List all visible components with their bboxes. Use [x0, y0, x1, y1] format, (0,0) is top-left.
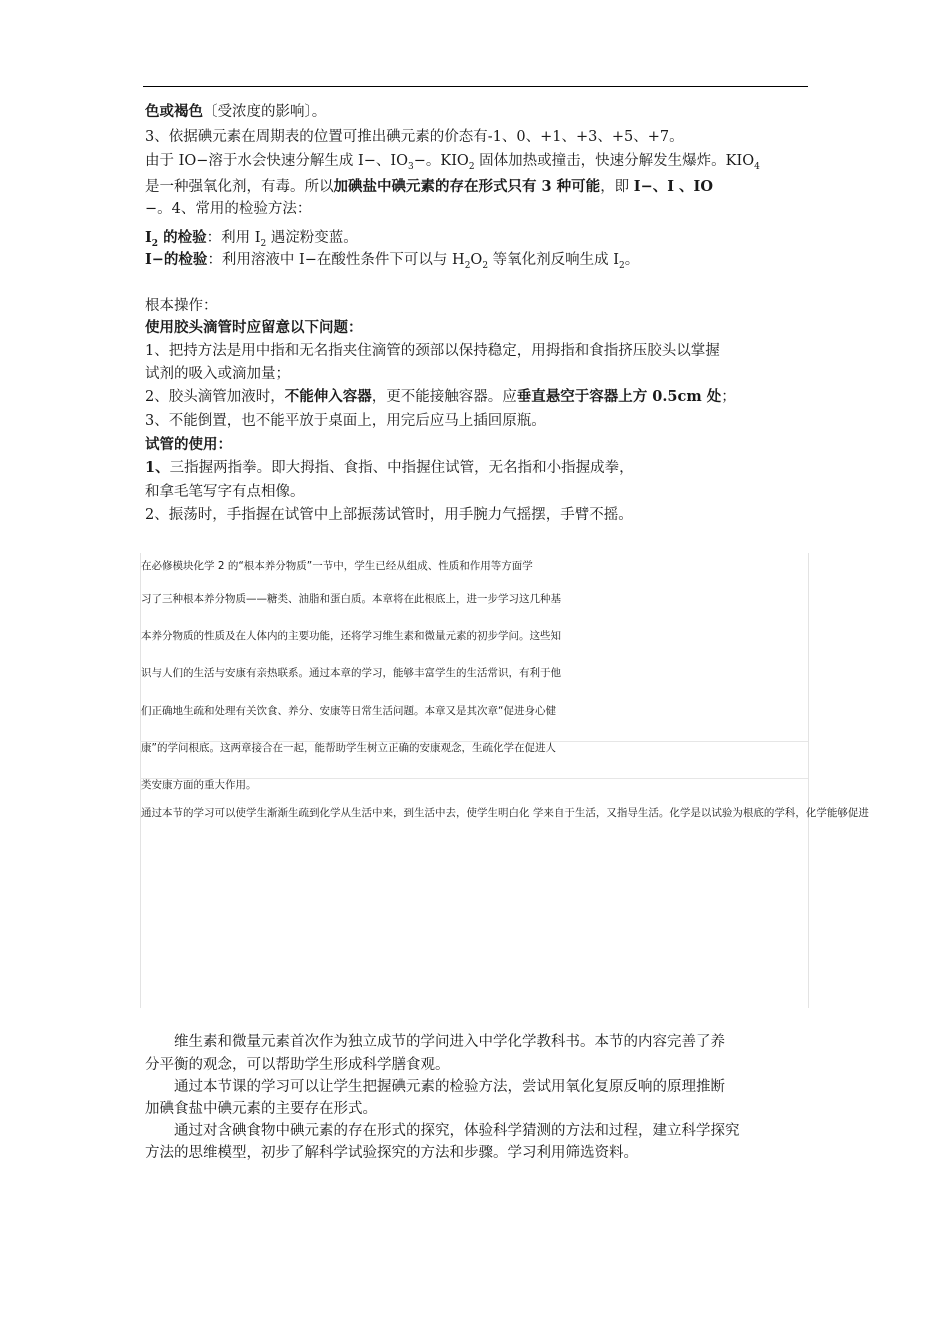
text-line: 由于 IO−溶于水会快速分解生成 I−、$IO_3-$。$KIO_2$ 固体加热或撞击，快速分解发生爆炸。$KIO_4$: [145, 153, 760, 172]
text-line: 2、振荡时，手指握在试管中上部振荡试管时，用手腕力气摇摆，手臂不摇。: [145, 507, 633, 523]
text-line: 试剂的吸入或滴加量；: [145, 366, 290, 382]
section-heading: 根本操作：: [145, 298, 218, 314]
box-text-line: 本养分物质的性质及在人体内的主要功能，还将学习维生素和微量元素的初步学问。这些知: [141, 630, 561, 642]
text-line: $I_2$ 的检验：利用 $I_2$ 遇淀粉变蓝。: [145, 229, 358, 249]
text-line: 1、把持方法是用中指和无名指夹住滴管的颈部以保持稳定，用拇指和食指挤压胶头以掌握: [145, 343, 720, 359]
section-heading: 使用胶头滴管时应留意以下问题：: [145, 319, 363, 336]
text-line: 通过本节课的学习可以让学生把握碘元素的检验方法，尝试用氧化复原反响的原理推断: [145, 1079, 725, 1095]
text-line: 分平衡的观念，可以帮助学生形成科学膳食观。: [145, 1057, 450, 1073]
text-line: 色或褐色〔受浓度的影响〕。: [145, 103, 327, 120]
text-line: 3、不能倒置，也不能平放于桌面上，用完后应马上插回原瓶。: [145, 413, 546, 429]
text-line: 是一种强氧化剂，有毒。所以加碘盐中碘元素的存在形式只有 3 种可能，即 I−、I 、IO: [145, 178, 713, 195]
box-text-line: 习了三种根本养分物质——糖类、油脂和蛋白质。本章将在此根底上，进一步学习这几种基: [141, 593, 561, 605]
box-text-line: 识与人们的生活与安康有亲热联系。通过本章的学习，能够丰富学生的生活常识，有利于他: [141, 667, 561, 679]
text-line: 3、依据碘元素在周期表的位置可推出碘元素的价态有-1、0、+1、+3、+5、+7。: [145, 129, 684, 145]
box-border-right: [808, 553, 809, 1008]
text-line: 通过对含碘食物中碘元素的存在形式的探究，体验科学猜测的方法和过程，建立科学探究: [145, 1123, 740, 1139]
text-line: 和拿毛笔写字有点相像。: [145, 484, 305, 500]
text-line: I−的检验：利用溶液中 I−在酸性条件下可以与 $H_2O_2$ 等氧化剂反响生成 $I_2$。: [145, 251, 640, 271]
box-text-line: 通过本节的学习可以使学生渐渐生疏到化学从生活中来，到生活中去，使学生明白化 学来自于生活，又指导生活。化学是以试验为根底的学科，化学能够促进: [141, 807, 869, 819]
text-line: 1、三指握两指拳。即大拇指、食指、中指握住试管，无名指和小指握成拳，: [145, 459, 634, 476]
box-text-line: 们正确地生疏和处理有关饮食、养分、安康等日常生活问题。本章又是其次章“促进身心健: [141, 705, 556, 717]
text-line: 加碘食盐中碘元素的主要存在形式。: [145, 1101, 377, 1117]
box-text-line: 康”的学问根底。这两章接合在一起，能帮助学生树立正确的安康观念，生疏化学在促进人: [141, 742, 556, 754]
box-text-line: 在必修模块化学 2 的“根本养分物质”一节中，学生已经从组成、性质和作用等方面学: [141, 560, 533, 572]
text-line: 维生素和微量元素首次作为独立成节的学问进入中学化学教科书。本节的内容完善了养: [145, 1034, 725, 1050]
box-text-line: 类安康方面的重大作用。: [141, 779, 257, 791]
text-line: 方法的思维模型，初步了解科学试验探究的方法和步骤。学习利用筛选资料。: [145, 1145, 638, 1161]
header-rule: [143, 86, 808, 87]
text-line: 2、胶头滴管加液时，不能伸入容器，更不能接触容器。应垂直悬空于容器上方 0.5cm 处；: [145, 388, 736, 405]
section-heading: 试管的使用：: [145, 436, 232, 453]
text-line: −。4、常用的检验方法：: [145, 201, 312, 217]
